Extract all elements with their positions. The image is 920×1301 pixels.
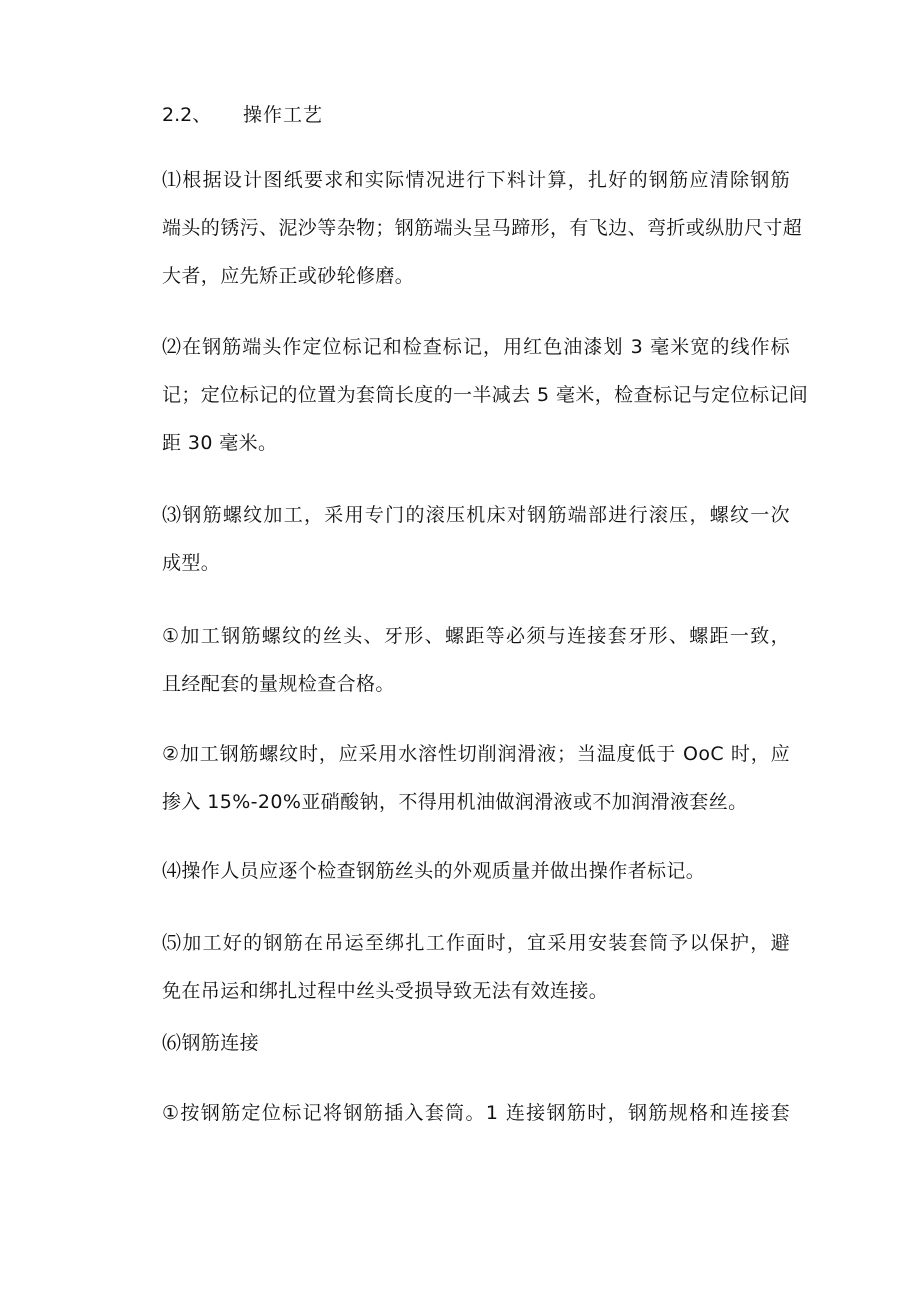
paragraph-1-line-1: ⑴根据设计图纸要求和实际情况进行下料计算，扎好的钢筋应清除钢筋	[162, 169, 790, 191]
paragraph-3-line-1: ⑶钢筋螺纹加工，采用专门的滚压机床对钢筋端部进行滚压，螺纹一次	[162, 504, 790, 526]
paragraph-2-line-2: 记；定位标记的位置为套筒长度的一半减去 5 毫米，检查标记与定位标记间	[162, 384, 809, 406]
paragraph-1-line-2: 端头的锈污、泥沙等杂物；钢筋端头呈马蹄形，有飞边、弯折或纵肋尺寸超	[162, 217, 803, 239]
paragraph-2-line-1: ⑵在钢筋端头作定位标记和检查标记，用红色油漆划 3 毫米宽的线作标	[162, 336, 790, 358]
paragraph-4-line-1: ①加工钢筋螺纹的丝头、牙形、螺距等必须与连接套牙形、螺距一致，	[162, 625, 790, 647]
paragraph-5-line-2: 掺入 15%-20%亚硝酸钠，不得用机油做润滑液或不加润滑液套丝。	[162, 791, 748, 813]
paragraph-7-line-1: ⑸加工好的钢筋在吊运至绑扎工作面时，宜采用安装套筒予以保护，避	[162, 932, 790, 954]
section-title: 操作工艺	[243, 104, 324, 126]
paragraph-5-line-1: ②加工钢筋螺纹时，应采用水溶性切削润滑液；当温度低于 OoC 时，应	[162, 743, 790, 765]
paragraph-6-line-1: ⑷操作人员应逐个检查钢筋丝头的外观质量并做出操作者标记。	[162, 860, 706, 882]
paragraph-2-line-3: 距 30 毫米。	[162, 432, 278, 454]
section-number: 2.2、	[162, 104, 212, 126]
paragraph-9-line-1: ①按钢筋定位标记将钢筋插入套筒。1 连接钢筋时，钢筋规格和连接套	[162, 1102, 790, 1124]
paragraph-8-line-1: ⑹钢筋连接	[162, 1032, 260, 1054]
paragraph-1-line-3: 大者，应先矫正或砂轮修磨。	[162, 265, 415, 287]
paragraph-7-line-2: 免在吊运和绑扎过程中丝头受损导致无法有效连接。	[162, 980, 609, 1002]
paragraph-3-line-2: 成型。	[162, 552, 221, 574]
paragraph-4-line-2: 且经配套的量规检查合格。	[162, 673, 395, 695]
